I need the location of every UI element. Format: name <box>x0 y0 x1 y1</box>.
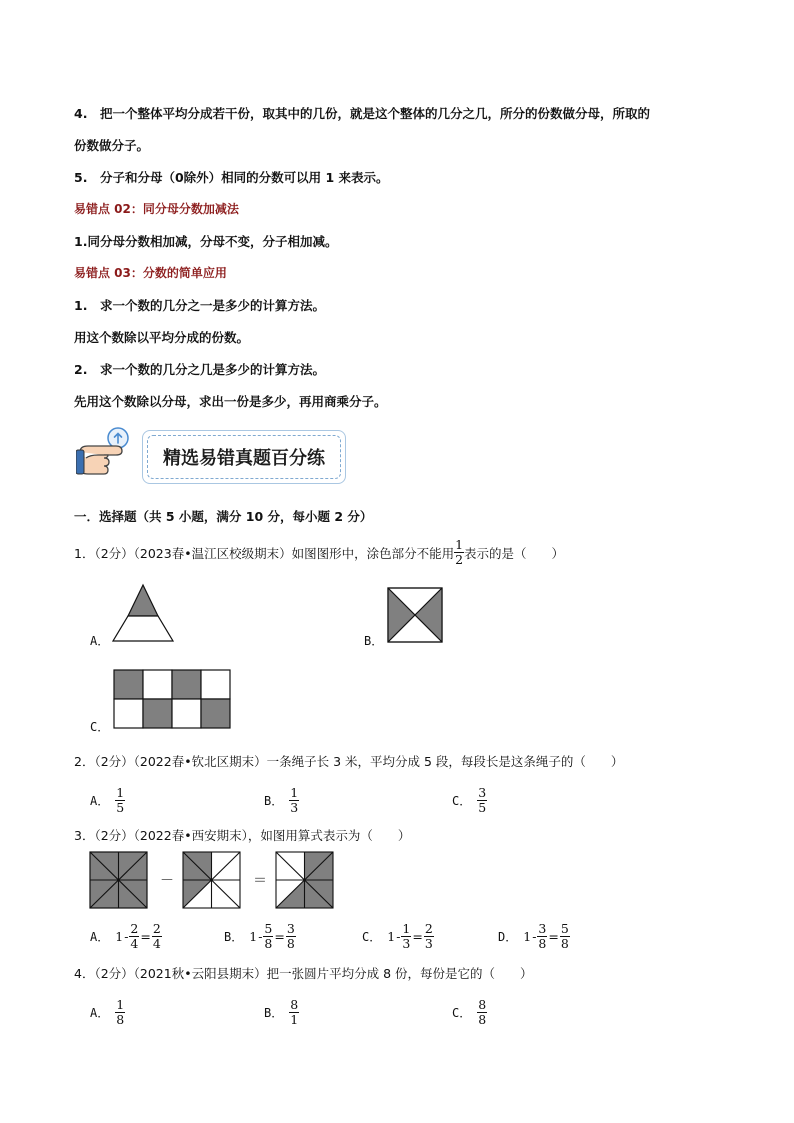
q3-option-b-label: B． <box>224 930 244 944</box>
fraction-denominator: 3 <box>424 936 433 951</box>
fraction-numerator: 2 <box>152 921 161 936</box>
q3-option-d[interactable] <box>498 922 570 951</box>
q3-option-a-label: A． <box>90 930 110 944</box>
fraction-numerator: 2 <box>424 921 433 936</box>
error-point-3-item2: 2. 求一个数的几分之几是多少的计算方法。 <box>74 362 325 377</box>
q4-option-c[interactable] <box>452 998 487 1027</box>
expr-equals: = <box>274 929 285 944</box>
q4-option-c-fraction <box>477 998 487 1027</box>
expr-fraction <box>401 922 411 951</box>
expr-one: 1 <box>115 929 124 944</box>
expr-fraction <box>129 922 139 951</box>
q2-option-b[interactable] <box>264 786 299 815</box>
expr-one: 1 <box>523 929 532 944</box>
expr-minus: - <box>258 929 263 944</box>
fraction-numerator: 2 <box>130 921 139 936</box>
question-2-text: 2．（2分）（2022春•钦北区期末）一条绳子长 3 米，平均分成 5 段，每段长是这条绳子的（ ） <box>74 754 624 769</box>
fraction-numerator: 1 <box>116 785 125 800</box>
fraction-denominator: 3 <box>402 936 411 951</box>
question-3-text: 3．（2分）（2022春•西安期末），如图用算式表示为（ ） <box>74 828 411 843</box>
q3-option-c-expression <box>387 922 434 951</box>
q3-equals-sign: ＝ <box>253 873 267 889</box>
expr-minus: - <box>396 929 401 944</box>
q1-option-a-triangle-figure <box>112 583 176 643</box>
fraction-numerator: 3 <box>478 785 487 800</box>
q4-option-a-fraction <box>115 998 125 1027</box>
expr-fraction <box>560 922 570 951</box>
q3-option-c-label: C． <box>362 930 382 944</box>
error-point-3-item1-method: 用这个数除以平均分成的份数。 <box>74 330 250 345</box>
q2-option-a-fraction <box>115 786 125 815</box>
q4-option-c-label: C． <box>452 1006 472 1020</box>
error-point-3-item2-method: 先用这个数除以分母，求出一份是多少，再用商乘分子。 <box>74 394 387 409</box>
fraction-denominator: 8 <box>116 1012 125 1027</box>
q3-figure-result <box>275 851 335 909</box>
q4-option-a-label: A． <box>90 1006 110 1020</box>
expr-fraction <box>152 922 162 951</box>
fraction-numerator: 1 <box>455 537 464 552</box>
q2-option-a-label: A． <box>90 794 110 808</box>
question-1-text-end: 表示的是（ ） <box>464 545 565 561</box>
fraction-numerator: 3 <box>538 921 547 936</box>
fraction-denominator: 8 <box>286 936 295 951</box>
fraction-denominator: 4 <box>152 936 161 951</box>
q1-option-c-grid-figure <box>113 669 231 731</box>
fraction-denominator: 8 <box>478 1012 487 1027</box>
q3-option-b[interactable] <box>224 922 296 951</box>
error-point-2-title: 易错点 02：同分母分数加减法 <box>74 202 239 216</box>
expr-minus: - <box>532 929 537 944</box>
q2-option-c-label: C． <box>452 794 472 808</box>
q4-option-a[interactable] <box>90 998 125 1027</box>
error-point-2-rule: 1.同分母分数相加减，分母不变，分子相加减。 <box>74 234 338 249</box>
q2-option-b-label: B． <box>264 794 284 808</box>
banner-title: 精选易错真题百分练 <box>163 448 325 469</box>
q3-option-b-expression <box>249 922 296 951</box>
q1-option-b-label[interactable]: B． <box>364 634 384 648</box>
fraction-denominator: 5 <box>478 800 487 815</box>
fraction-numerator: 1 <box>116 997 125 1012</box>
expr-minus: - <box>124 929 129 944</box>
fraction-denominator: 8 <box>538 936 547 951</box>
fraction-numerator: 5 <box>264 921 273 936</box>
note-4-line1: 4. 把一个整体平均分成若干份，取其中的几份，就是这个整体的几分之几，所分的份数做分母，所取的 <box>74 106 650 121</box>
fraction-denominator: 2 <box>455 552 464 567</box>
expr-equals: = <box>412 929 423 944</box>
q3-option-a[interactable] <box>90 922 162 951</box>
question-1-fraction <box>454 538 464 567</box>
q3-figure-subtracted <box>182 851 242 909</box>
expr-fraction <box>537 922 547 951</box>
fraction-denominator: 5 <box>116 800 125 815</box>
expr-fraction <box>263 922 273 951</box>
question-1-text: 1．（2分）（2023春•温江区校级期末）如图图形中，涂色部分不能用 <box>74 545 455 561</box>
error-point-3-item1: 1. 求一个数的几分之一是多少的计算方法。 <box>74 298 325 313</box>
fraction-numerator: 8 <box>290 997 299 1012</box>
fraction-numerator: 8 <box>478 997 487 1012</box>
expr-one: 1 <box>387 929 396 944</box>
q2-option-c-fraction <box>477 786 487 815</box>
fraction-denominator: 1 <box>290 1012 299 1027</box>
q3-option-c[interactable] <box>362 922 434 951</box>
q4-option-b-label: B． <box>264 1006 284 1020</box>
expr-fraction <box>424 922 434 951</box>
fraction-numerator: 1 <box>402 921 411 936</box>
fraction-numerator: 1 <box>290 785 299 800</box>
note-4-line2: 份数做分子。 <box>74 138 150 153</box>
q4-option-b[interactable] <box>264 998 299 1027</box>
note-5: 5. 分子和分母（0除外）相同的分数可以用 1 来表示。 <box>74 170 389 185</box>
q3-figure-whole <box>89 851 149 909</box>
fraction-denominator: 8 <box>560 936 569 951</box>
q4-option-b-fraction <box>289 998 299 1027</box>
q3-option-a-expression <box>115 922 162 951</box>
fraction-numerator: 3 <box>286 921 295 936</box>
practice-banner <box>142 430 346 484</box>
expr-one: 1 <box>249 929 258 944</box>
q3-option-d-label: D． <box>498 930 518 944</box>
q1-option-a-label[interactable]: A． <box>90 634 110 648</box>
expr-equals: = <box>140 929 151 944</box>
q3-minus-sign: － <box>160 873 174 889</box>
error-point-3-title: 易错点 03：分数的简单应用 <box>74 266 227 280</box>
fraction-denominator: 8 <box>264 936 273 951</box>
pointing-hand-icon <box>76 424 142 480</box>
q2-option-c[interactable] <box>452 786 487 815</box>
expr-fraction <box>286 922 296 951</box>
q1-option-b-square-figure <box>387 587 444 643</box>
fraction-numerator: 5 <box>560 921 569 936</box>
fraction-denominator: 3 <box>290 800 299 815</box>
q2-option-a[interactable] <box>90 786 125 815</box>
q2-option-b-fraction <box>289 786 299 815</box>
question-4-text: 4．（2分）（2021秋•云阳县期末）把一张圆片平均分成 8 份，每份是它的（ ） <box>74 966 533 981</box>
expr-equals: = <box>548 929 559 944</box>
question-1 <box>74 538 564 567</box>
section-heading: 一．选择题（共 5 小题，满分 10 分，每小题 2 分） <box>74 509 373 524</box>
fraction-denominator: 4 <box>130 936 139 951</box>
q3-option-d-expression <box>523 922 570 951</box>
q1-option-c-label[interactable]: C． <box>90 720 110 734</box>
